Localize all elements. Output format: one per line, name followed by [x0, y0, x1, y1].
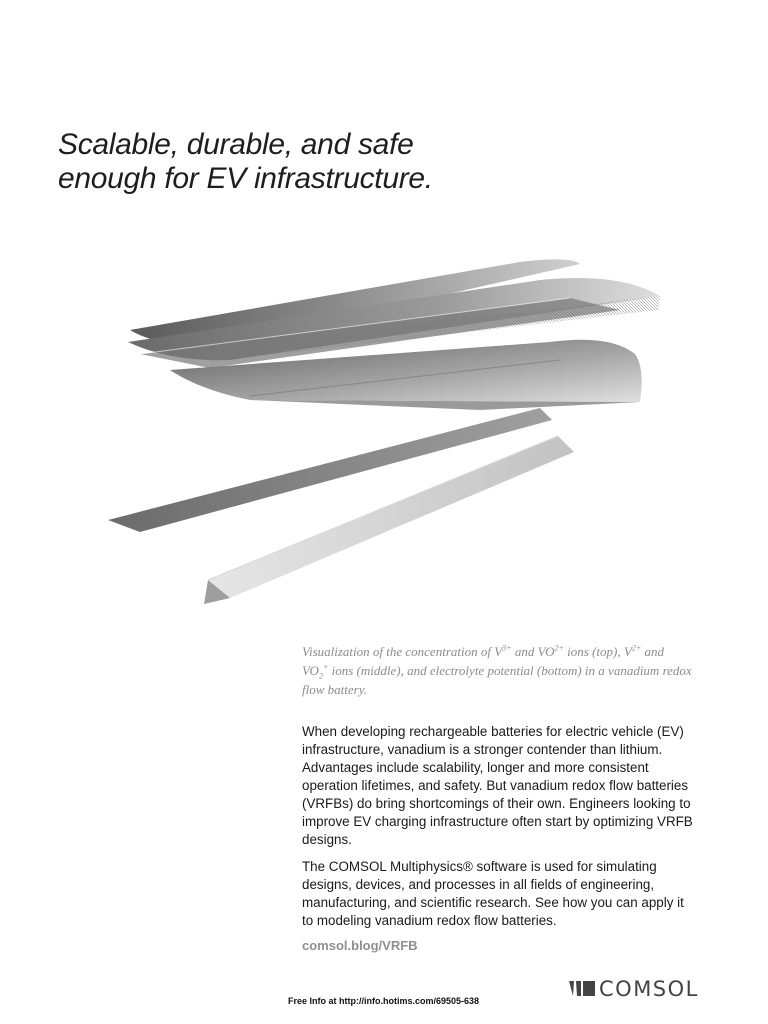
body-text [302, 723, 694, 939]
comsol-mark-icon [568, 979, 596, 999]
headline-line-2: enough for EV infrastructure. [58, 162, 433, 195]
comsol-logo [568, 979, 699, 999]
logo-text: COMSOL [599, 977, 699, 1001]
battery-visualization [100, 250, 680, 620]
body-paragraph-1: When developing rechargeable batteries for electric vehicle (EV) infrastructure, vanadium is a stronger contender than lithium. Advantages include scalability, longer and more consistent operation lifetimes, and safety. But vanadium redox flow batteries (VRFBs) do bring shortcomings of their own. Engineers looking to improve EV charging infrastructure often start by optimizing VRFB designs. [302, 724, 693, 847]
body-paragraph-2: The COMSOL Multiphysics® software is used for simulating designs, devices, and processes in all fields of engineering, manufacturing, and scientific research. See how you can apply it to modeling vanadium redox flow batteries. [302, 859, 684, 928]
blog-link[interactable]: comsol.blog/VRFB [302, 938, 418, 953]
headline-line-1: Scalable, durable, and safe [58, 128, 414, 161]
figure-caption: Visualization of the concentration of $V^{3+}$ and $VO^{2+}$ ions (top), $V^{2+}$ and $VO_2^+$ ions (middle), and electrolyte potential (bottom) in a vanadium redox flow battery. [302, 643, 692, 697]
free-info-footer: Free Info at http://info.hotims.com/69505-638 [288, 996, 480, 1006]
headline [58, 128, 678, 196]
